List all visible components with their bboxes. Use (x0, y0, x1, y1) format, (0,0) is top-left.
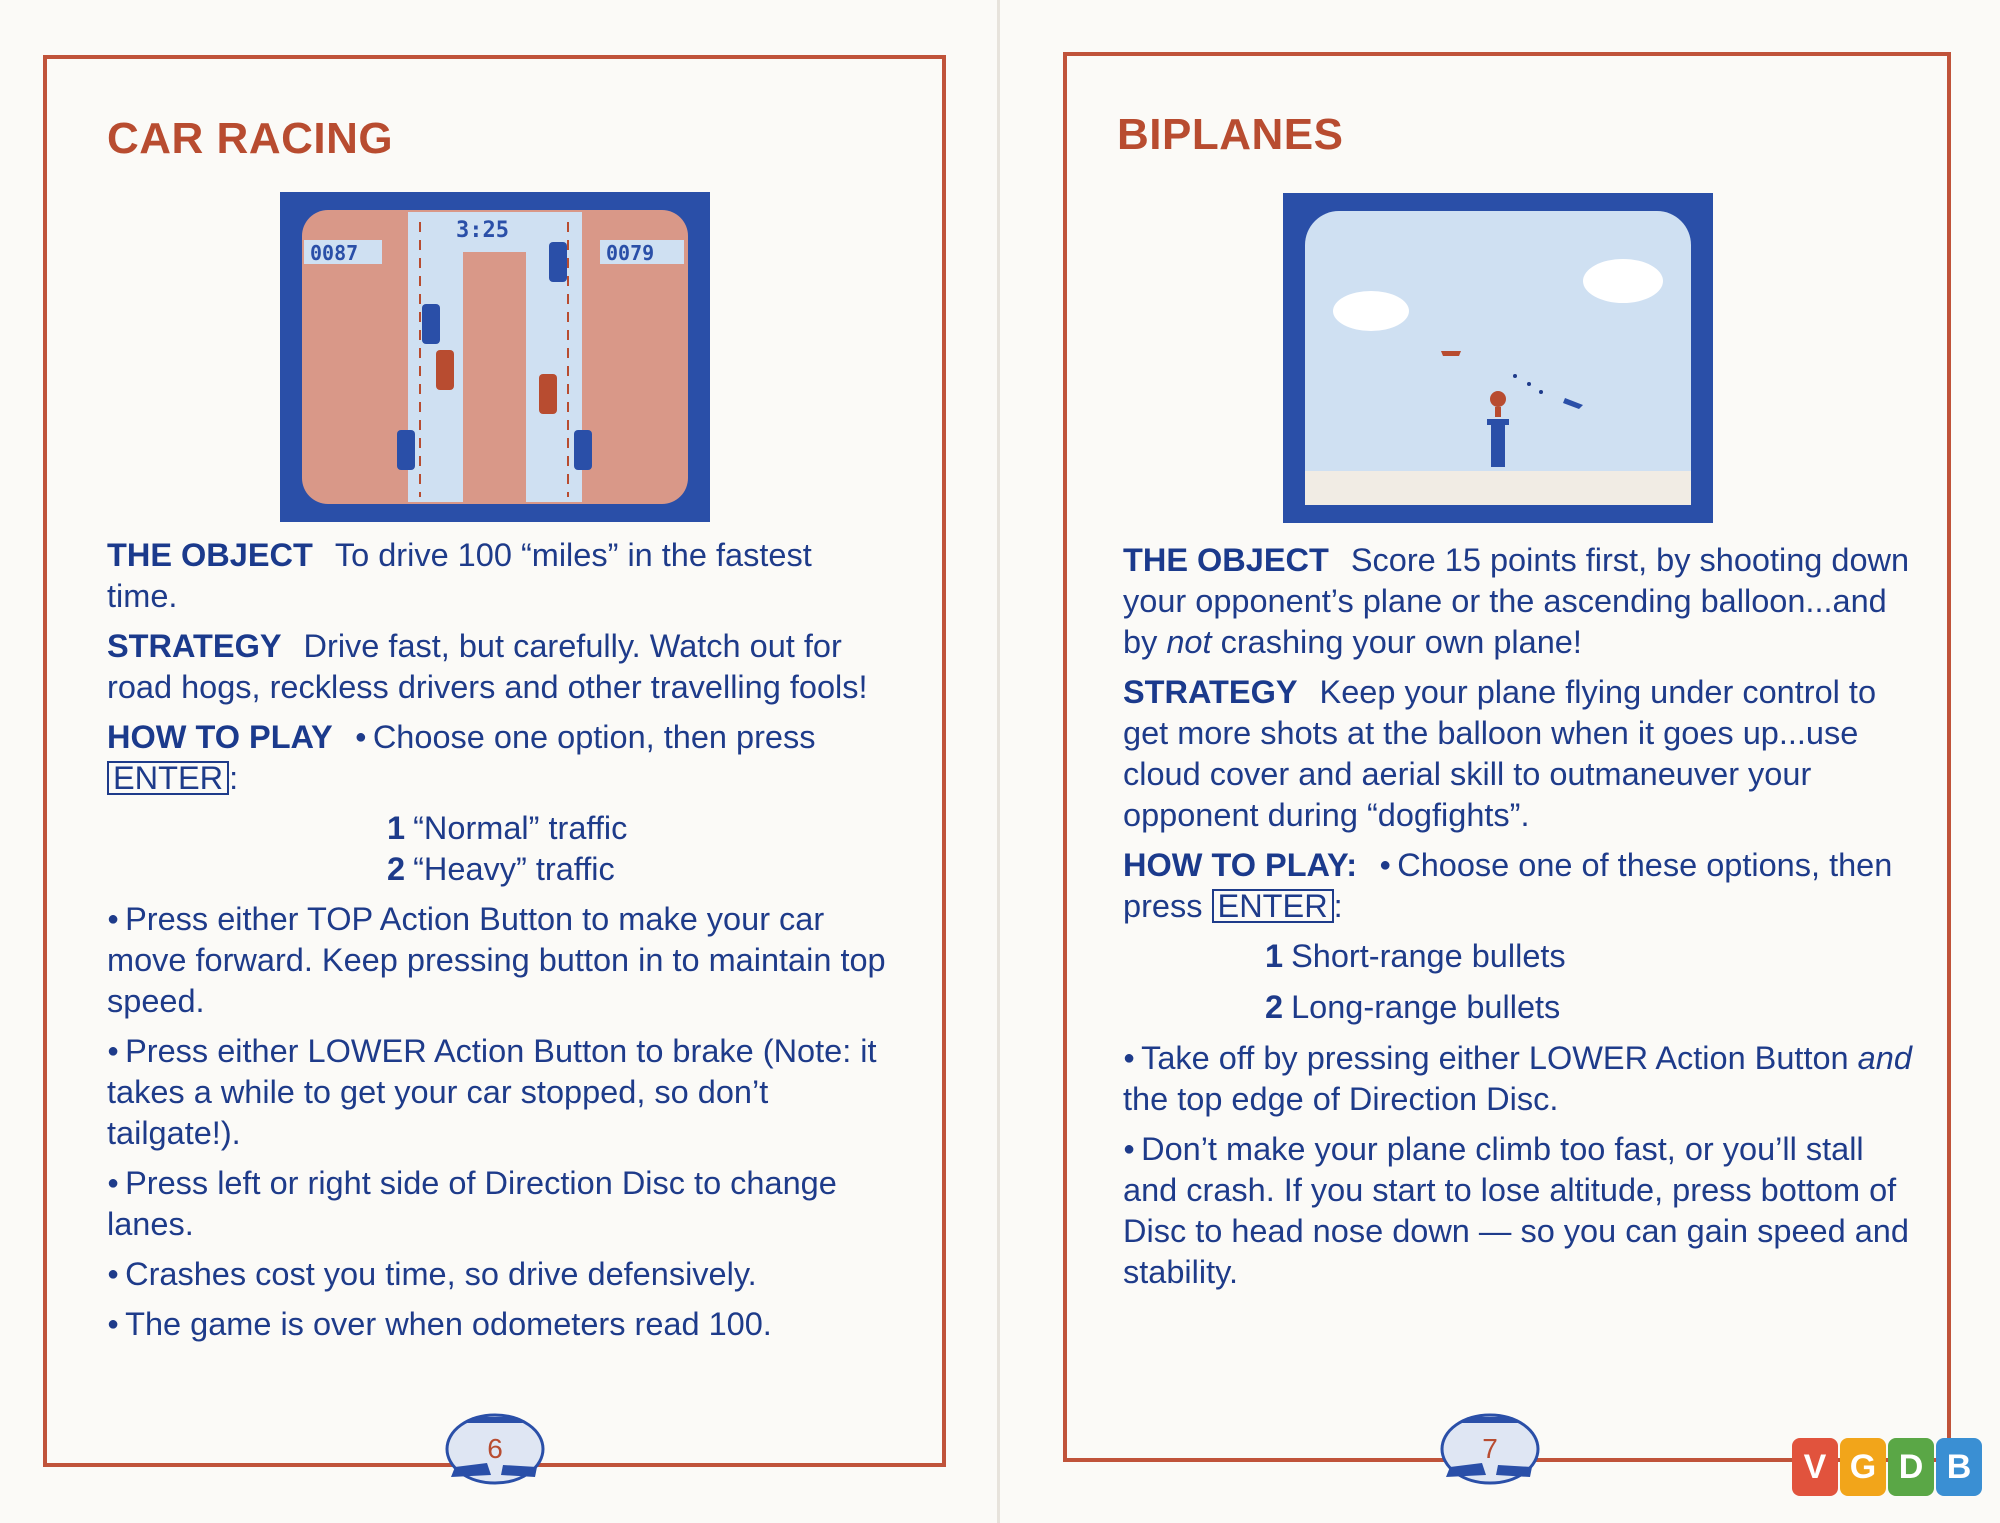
page-car-racing (0, 0, 997, 1523)
enter-key-label: ENTER (107, 761, 229, 795)
strategy-heading: STRATEGY (107, 628, 282, 664)
bullet-item (1123, 1129, 1913, 1293)
option-item (387, 849, 887, 890)
page-number: 6 (487, 1433, 503, 1464)
option-number: 1 (1265, 938, 1284, 974)
bullet-item (107, 1163, 887, 1245)
option-list (107, 808, 887, 890)
how-to-play-intro: ● Choose one option, then press (355, 719, 816, 755)
bullet-emphasis: and (1857, 1040, 1912, 1076)
object-paragraph (1123, 540, 1913, 663)
option-number: 2 (1265, 989, 1284, 1025)
option-text: “Heavy” traffic (413, 851, 615, 887)
page-number-emblem (1420, 1405, 1560, 1495)
bullet-text: ● Take off by pressing either LOWER Action Button (1123, 1040, 1849, 1076)
how-to-play-intro: ● Choose one of these options, then press (1123, 847, 1892, 924)
object-text-end: crashing your own plane! (1220, 624, 1582, 660)
enter-key-label: ENTER (1212, 889, 1334, 923)
bullet-item (107, 899, 887, 1022)
option-text: Long-range bullets (1291, 989, 1561, 1025)
watermark-letter: B (1936, 1438, 1982, 1496)
punctuation: : (229, 760, 239, 796)
object-paragraph (107, 535, 887, 617)
how-to-play-heading: HOW TO PLAY: (1123, 847, 1358, 883)
option-text: “Normal” traffic (413, 810, 628, 846)
object-heading: THE OBJECT (107, 537, 313, 573)
watermark-letter: G (1840, 1438, 1886, 1496)
bullet-text: ● Press left or right side of Direction Disc to change lanes. (107, 1165, 837, 1242)
page-title: CAR RACING (107, 114, 394, 163)
punctuation: : (1333, 888, 1343, 924)
bullet-text: ● The game is over when odometers read 100. (107, 1306, 772, 1342)
watermark-letter: D (1888, 1438, 1934, 1496)
car-racing-screenshot (280, 192, 710, 522)
strategy-paragraph (1123, 672, 1913, 836)
bullet-text: ● Don’t make your plane climb too fast, or you’ll stall and crash. If you start to lose altitude, press bottom of Disc to head nose down — so you can gain speed and stability. (1123, 1131, 1909, 1290)
strategy-paragraph (107, 626, 887, 708)
option-item (387, 808, 887, 849)
vgdb-watermark-logo (1792, 1438, 1992, 1500)
page-number: 7 (1482, 1433, 1498, 1464)
option-list (1123, 936, 1913, 1028)
page-number-emblem (425, 1405, 565, 1495)
page-biplanes (1000, 0, 2000, 1523)
bullet-item (1123, 1038, 1913, 1120)
how-to-play-heading: HOW TO PLAY (107, 719, 333, 755)
strategy-heading: STRATEGY (1123, 674, 1298, 710)
object-heading: THE OBJECT (1123, 542, 1329, 578)
strategy-text: Drive fast, but carefully. Watch out for road hogs, reckless drivers and other travelling fools! (107, 628, 868, 705)
race-timer: 3:25 (456, 218, 509, 243)
instructions (1123, 540, 1913, 1302)
how-to-play-paragraph (107, 717, 887, 799)
biplanes-screenshot (1283, 193, 1713, 523)
object-text: Score 15 points first, by shooting down your opponent’s plane or the ascending balloon...and by (1123, 542, 1910, 660)
bullet-text: ● Press either LOWER Action Button to brake (Note: it takes a while to get your car stopped, so don’t tailgate!). (107, 1033, 877, 1151)
option-text: Short-range bullets (1291, 938, 1566, 974)
option-number: 1 (387, 810, 406, 846)
option-item (1265, 987, 1913, 1028)
how-to-play-paragraph (1123, 845, 1913, 927)
bullet-text: ● Crashes cost you time, so drive defensively. (107, 1256, 757, 1292)
object-emphasis: not (1166, 624, 1212, 660)
bullet-text: ● Press either TOP Action Button to make your car move forward. Keep pressing button in to maintain top speed. (107, 901, 886, 1019)
watermark-letter: V (1792, 1438, 1838, 1496)
page-title: BIPLANES (1117, 110, 1344, 159)
instructions (107, 535, 887, 1354)
score-left: 0087 (310, 241, 359, 265)
bullet-item (107, 1304, 887, 1345)
bullet-item (107, 1031, 887, 1154)
strategy-text: Keep your plane flying under control to get more shots at the balloon when it goes up...use cloud cover and aerial skill to outmaneuver your opponent during “dogfights”. (1123, 674, 1877, 833)
option-number: 2 (387, 851, 406, 887)
option-item (1265, 936, 1913, 977)
bullet-text-end: the top edge of Direction Disc. (1123, 1081, 1559, 1117)
score-right: 0079 (606, 241, 655, 265)
object-text: To drive 100 “miles” in the fastest time. (107, 537, 812, 614)
bullet-item (107, 1254, 887, 1295)
